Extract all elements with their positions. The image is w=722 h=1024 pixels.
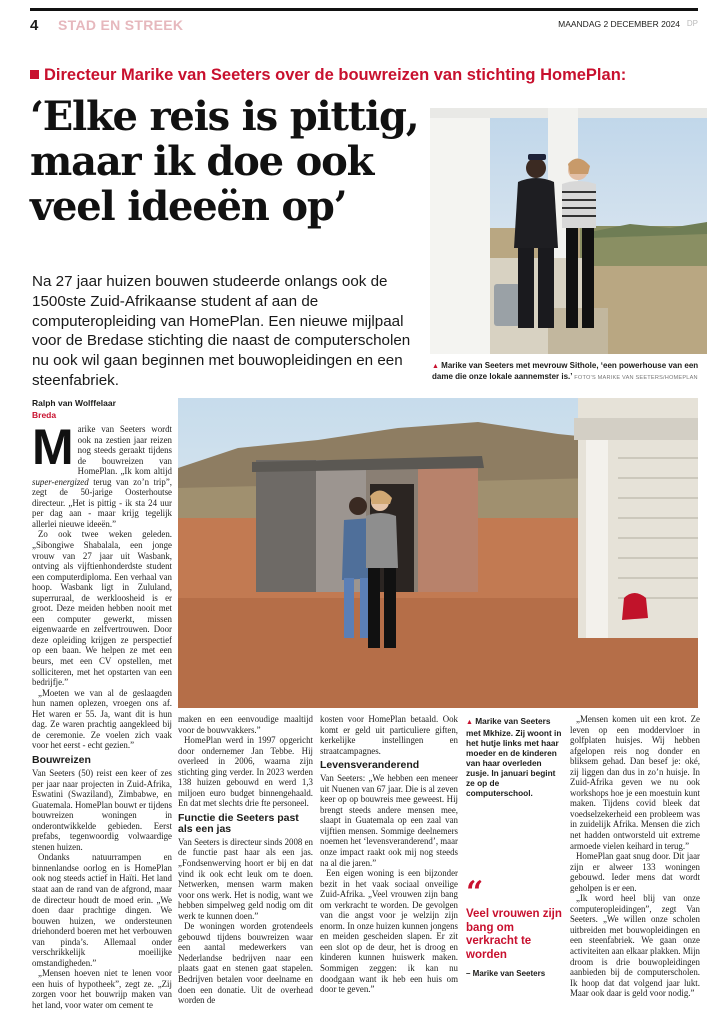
caption-triangle-icon: ▲: [432, 363, 439, 370]
paragraph: „Mensen komen uit een krot. Ze leven op een moddervloer in golfplaten huisjes. Wij hebben afgelopen reis nog donder en bliksem gehad. Dan besef je: oké, zij liggen dan dus in zo’n huisje. In Zuid-Afrika geven we nu ook workshops hoe je een moestuin kunt maken. Tijdens covid bleek dat voedselzekerheid een probleem was in zuidelijk Afrika. Mensen die zich net hadden ontworsteld uit extreme armoede vielen keihard in terug.”: [570, 714, 700, 851]
lead-text-c: terug van zo’n trip”, zegt de 50-jarige Oosterhoutse directeur. „Het is pittig - ik sta 24 uur per dag aan - maar krijg tegelijk allerlei nieuwe ideeën.”: [32, 476, 172, 529]
paragraph: Een eigen woning is een bijzonder bezit in het vaak sociaal onveilige Zuid-Afrika. „Veel vrouwen zijn bang om verkracht te worden. De gevolgen van die angst voor je welzijn zijn enorm. In onze huizen kunnen jongens en meiden gescheiden slapen. Er zit een slot op de deur, het is droog en kinderen kunnen huiswerk maken. Sommigen zeggen: ik kan nu doodgaan want ik heb een huis om door te geven.”: [320, 868, 458, 995]
subheading-functie: Functie die Seeters past als een jas: [178, 811, 299, 835]
kicker-text: Directeur Marike van Seeters over de bouwreizen van stichting HomePlan:: [44, 66, 627, 84]
quote-text: Veel vrouwen zijn bang om verkracht te worden: [466, 908, 562, 961]
photo-two-women-on-porch: [430, 108, 707, 354]
subheading-levensveranderend: Levensveranderend: [320, 759, 420, 772]
article-column-2: [178, 714, 313, 1006]
brand-logo: DP: [686, 19, 698, 28]
paragraph: maken en een eenvoudige maaltijd voor de bouwvakkers.”: [178, 714, 313, 735]
photo-caption-2: [466, 716, 566, 798]
page-number: 4: [30, 17, 39, 34]
paragraph: Ondanks natuurrampen en binnenlandse oorlog en is HomePlan ook nog steeds actief in Haïti. Het land staat aan de rand van de afgrond, maar de directeur houdt de moed erin. „We doen daar prachtige dingen. We bouwen huizen, we ondersteunen driehonderd boeren met het verbouwen van pinda’s. Allemaal onder verschrikkelijk moeilijke omstandigheden.”: [32, 852, 172, 968]
quote-mark-icon: “: [466, 875, 484, 910]
page-header: [30, 8, 698, 32]
paragraph: „Moeten we van al de geslaagden hun namen oplezen, vroegen ons af. Het waren er 55. Ja, want dit is hun dag. Ze waren prachtig aangekleed bij de ceremonie. Ze voelen zich vaak voor het eerst - echt gezien.”: [32, 687, 172, 751]
paragraph: Van Seeters (50) reist een keer of zes per jaar naar projecten in Zuid-Afrika, Eswatini (Swaziland), Zimbabwe, en Guatemala. HomePlan bouwt er tijdens bouwreizen woningen in onderontwikkelde gebieden. Eerst prefabs, tegenwoordig volwaardige stenen huizen.: [32, 767, 172, 852]
photo-two-women-by-shack: [178, 398, 698, 708]
paragraph: Van Seeters: „We hebben een meneer uit Nuenen van 67 jaar. Die is al zeven keer op op bouwreis mee geweest. Hij brengt steeds andere mensen mee, slaapt in Guatemala op een zaal van vijftien mensen. Sommige deelnemers noemen het ‘levensveranderend’, maar onze impact raakt ook mij nog steeds na al die jaren.”: [320, 773, 458, 868]
headline: ‘Elke reis is pittig, maar ik doe ook veel ideeën op’: [30, 93, 419, 230]
dateline-place: Breda: [32, 410, 57, 420]
lead-text-a: arike van Seeters wordt ook na zestien jaar reizen nog steeds geraakt tijdens de bouwreizen van HomePlan. „Ik kom altijd: [77, 424, 172, 477]
paragraph: kosten voor HomePlan betaald. Ook komt er geld uit particuliere giften, kerkelijke instellingen en straatcampagnes.: [320, 714, 458, 756]
subheading-bouwreizen: Bouwreizen: [32, 753, 91, 766]
photo-caption-1: [432, 361, 704, 383]
article-column-5: [570, 714, 700, 999]
lead-text-italic: super-energized: [32, 476, 89, 487]
caption-triangle-icon: ▲: [466, 719, 473, 726]
paragraph: Zo ook twee weken geleden. „Sibongiwe Shabalala, een jonge vrouw van 27 jaar uit Wasbank, ontving als vijftienhonderdste student een computerdiploma. Een verhaal van hoop. Wasbank ligt in Zululand, superruraal, de werkloosheid is er groot. Deze meiden hebben nooit met een computer gewerkt, missen eigenwaarde en zelfvertrouwen. Door deze opleiding krijgen ze perspectief op een baan. We helpen ze met een beurs, met een CV opstellen, met solliciteren, met het opstarten van een bedrijfje.”: [32, 529, 172, 688]
section-label: STAD EN STREEK: [58, 17, 184, 33]
paragraph: Van Seeters is directeur sinds 2008 en de functie past haar als een jas. „Fondsenwerving hoort er bij en dat vind ik ook echt leuk om te doen. Netwerken, mensen warm maken voor ons werk. Het is nodig, want we hebben simpelweg geld nodig om dit werk te kunnen doen.”: [178, 836, 313, 921]
drop-cap: M: [32, 419, 74, 475]
quote-author: – Marike van Seeters: [466, 969, 546, 978]
paragraph: HomePlan werd in 1997 opgericht door ondernemer Jan Tebbe. Hij overleed in 2006, waarna zijn stichting ging verder. In 2023 werden 138 huizen gebouwd en werd 1,3 miljoen euro budget binnengehaald. En dat met slechts drie fte personeel.: [178, 735, 313, 809]
byline: Ralph van Wolffelaar: [32, 398, 116, 408]
caption-text: Marike van Seeters met Mkhize. Zij woont in het hutje links met haar moeder en de kinderen van haar overleden zusje. In januari begint ze op de computerschool.: [466, 716, 562, 798]
article-column-3: [320, 714, 458, 995]
paragraph: HomePlan gaat snug door. Dit jaar zijn er alweer 133 woningen gebouwd. Ieder mens dat wordt geholpen is er een.: [570, 851, 700, 893]
article-column-1: [32, 419, 172, 1011]
lead-paragraph: [32, 419, 172, 529]
photo-credit: FOTO’S MARIKE VAN SEETERS/HOMEPLAN: [574, 375, 698, 381]
paragraph: „Ik word heel blij van onze computeropleidingen”, zegt Van Seeters. „We willen onze scholen uitbreiden met bouwopleidingen en een steenfabriek. We gaan onze activiteiten aan elkaar plakken. Mijn droom is drie bouwopleidingen aanbieden bij de computerscholen. Ik hoop dat dat volgend jaar lukt. Maar ook daar is geld voor nodig.”: [570, 893, 700, 999]
paragraph: „Mensen hoeven niet te lenen voor een huis of hypotheek”, zegt ze. „Zij zorgen voor het bouwrijp maken van het land, voor water om cement te: [32, 968, 172, 1010]
kicker-marker-icon: [30, 70, 39, 79]
caption-text: Marike van Seeters met mevrouw Sithole, ‘een powerhouse van een dame die onze lokale aannemster is.’: [432, 361, 699, 381]
kicker: [30, 66, 700, 85]
paragraph: De woningen worden grotendeels gebouwd tijdens bouwreizen waar een aantal medewerkers van Nederlandse bedrijven naar een plaats gaat en stenen gaat stapelen. Bedrijven betalen voor deelname en doen een donatie. Uit de overhead worden de: [178, 921, 313, 1006]
pull-quote: [466, 875, 566, 978]
publication-date: MAANDAG 2 DECEMBER 2024: [558, 19, 680, 29]
intro-paragraph: Na 27 jaar huizen bouwen studeerde onlangs ook de 1500ste Zuid-Afrikaanse student af aan de computeropleiding van HomePlan. Een nieuwe mijlpaal voor de Bredase stichting die naast de computerscholen nu ook wil gaan beginnen met bouwopleidingen en een steenfabriek.: [32, 273, 411, 389]
